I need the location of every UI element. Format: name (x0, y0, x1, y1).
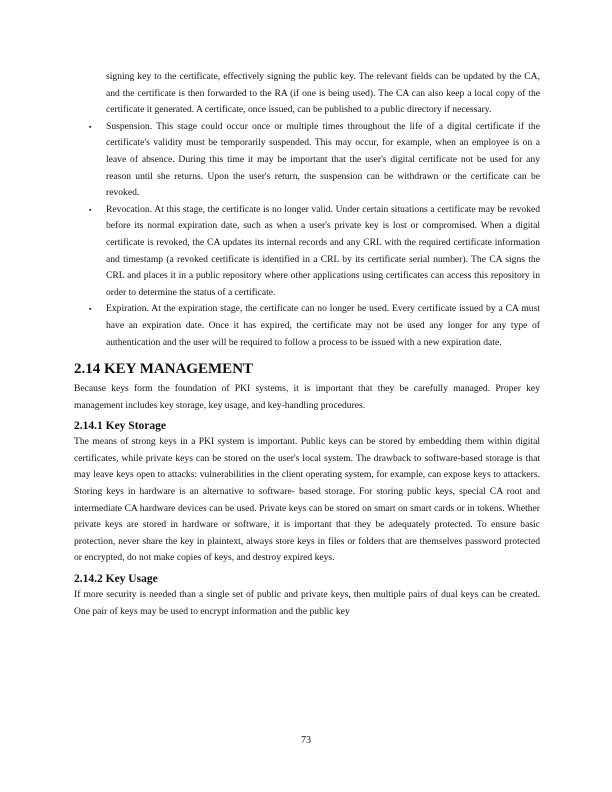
bullet-marker: ▪ (89, 205, 92, 214)
lifecycle-bullet-list (74, 119, 540, 351)
continuation-paragraph: signing key to the certificate, effectively signing the public key. The relevant fields can be updated by the CA, and the certificate is then forwarded to the RA (if one is being used). The CA can also keep a local copy of the certificate it generated. A certificate, once issued, can be published to a public directory if necessary. (106, 71, 540, 116)
bullet-text: Expiration. At the expiration stage, the certificate can no longer be used. Every certificate issued by a CA must have an expiration date. Once it has expired, the certificate may not be used any longer for any type of authentication and the user will be required to follow a process to be issued with a new expiration date. (106, 303, 540, 348)
page-number: 73 (301, 735, 311, 746)
key-storage-paragraph: The means of strong keys in a PKI system is important. Public keys can be stored by embedding them within digital certificates, while private keys can be stored on the user's local system. The drawback to software-based storage is that may leave keys open to attacks: vulnerabilities in the client operating system, for example, can expose keys to attackers. Storing keys in hardware is an alternative to software- based storage. For storing public keys, special CA root and intermediate CA hardware devices can be used. Private keys can be stored on smart on smart cards or in tokens. Whether private keys are stored in hardware or software, it is important that they be adequately protected. To ensure basic protection, never share the key in plaintext, always store keys in files or folders that are themselves password protected or encrypted, do not make copies of keys, and destroy expired keys. (74, 436, 540, 564)
key-usage-paragraph: If more security is needed than a single set of public and private keys, then multiple pairs of dual keys can be created. One pair of keys may be used to encrypt information and the public key (74, 589, 540, 617)
subsection-heading-key-storage: 2.14.1 Key Storage (74, 420, 166, 433)
bullet-suspension (74, 119, 540, 202)
section-intro: Because keys form the foundation of PKI systems, it is important that they be carefully managed. Proper key management includes key storage, key usage, and key-handling procedures. (74, 383, 540, 411)
bullet-expiration (74, 301, 540, 351)
bullet-marker: ▪ (89, 305, 92, 314)
bullet-marker: ▪ (89, 122, 92, 131)
bullet-text: Suspension. This stage could occur once or multiple times throughout the life of a digital certificate if the certificate's validity must be temporarily suspended. This may occur, for example, when an employee is on a leave of absence. During this time it may be important that the user's digital certificate not be used for any reason until she returns. Upon the user's return, the suspension can be withdrawn or the certificate can be revoked. (106, 120, 540, 199)
bullet-text: Revocation. At this stage, the certificate is no longer valid. Under certain situations a certificate may be revoked before its normal expiration date, such as when a user's private key is lost or compromised. When a digital certificate is revoked, the CA updates its internal records and any CRL with the required certificate information and timestamp (a revoked certificate is identified in a CRL by its certificate serial number). The CA signs the CRL and places it in a public repository where other applications using certificates can access this repository in order to determine the status of a certificate. (106, 203, 540, 298)
bullet-revocation (74, 202, 540, 302)
subsection-heading-key-usage: 2.14.2 Key Usage (74, 573, 158, 586)
section-heading: 2.14 KEY MANAGEMENT (74, 361, 254, 378)
page-content (74, 69, 540, 620)
